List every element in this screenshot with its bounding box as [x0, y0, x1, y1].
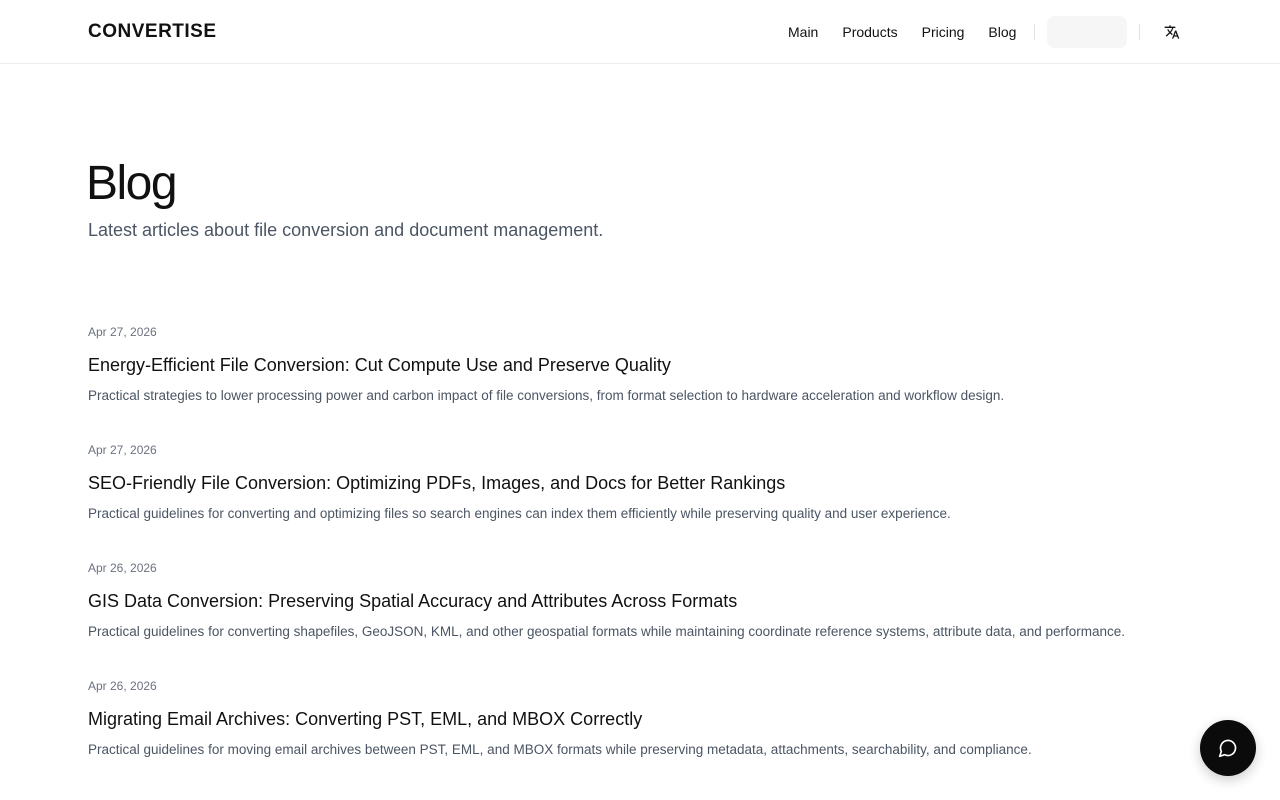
post-excerpt: Practical guidelines for moving email archives between PST, EML, and MBOX formats while preserving metadata, attachments, searchability, and compliance. — [88, 742, 1032, 757]
nav-blog[interactable]: Blog — [988, 23, 1017, 40]
post-date: Apr 27, 2026 — [88, 325, 157, 339]
main-nav — [788, 0, 1016, 63]
post-date: Apr 26, 2026 — [88, 679, 157, 693]
blog-post-item[interactable] — [88, 678, 1198, 759]
nav-products[interactable]: Products — [842, 23, 898, 40]
nav-main[interactable]: Main — [788, 23, 819, 40]
blog-post-item[interactable] — [88, 324, 1198, 405]
post-title-link[interactable]: Migrating Email Archives: Converting PST, EML, and MBOX Correctly — [88, 709, 643, 729]
blog-post-item[interactable] — [88, 560, 1198, 641]
post-title-link[interactable]: SEO-Friendly File Conversion: Optimizing PDFs, Images, and Docs for Better Rankings — [88, 473, 786, 493]
chat-bubble-icon — [1218, 738, 1238, 758]
post-title-link[interactable]: Energy-Efficient File Conversion: Cut Compute Use and Preserve Quality — [88, 355, 671, 375]
post-date: Apr 26, 2026 — [88, 561, 157, 575]
account-button-placeholder[interactable] — [1047, 16, 1127, 48]
post-excerpt: Practical strategies to lower processing power and carbon impact of file conversions, from format selection to hardware acceleration and workflow design. — [88, 388, 1005, 403]
translate-icon — [1164, 24, 1180, 40]
logo[interactable]: CONVERTISE — [88, 21, 217, 42]
nav-pricing[interactable]: Pricing — [921, 23, 965, 40]
site-header — [0, 0, 1280, 64]
chat-button[interactable] — [1200, 720, 1256, 776]
nav-divider — [1034, 24, 1035, 40]
blog-post-item[interactable] — [88, 442, 1198, 523]
language-switcher-button[interactable] — [1160, 20, 1184, 44]
post-excerpt: Practical guidelines for converting and optimizing files so search engines can index them efficiently while preserving quality and user experience. — [88, 506, 951, 521]
page-subtitle: Latest articles about file conversion and document management. — [88, 220, 604, 240]
post-excerpt: Practical guidelines for converting shapefiles, GeoJSON, KML, and other geospatial formats while maintaining coordinate reference systems, attribute data, and performance. — [88, 624, 1126, 639]
post-date: Apr 27, 2026 — [88, 443, 157, 457]
nav-divider — [1139, 24, 1140, 40]
post-title-link[interactable]: GIS Data Conversion: Preserving Spatial Accuracy and Attributes Across Formats — [88, 591, 738, 611]
page-title: Blog — [86, 157, 177, 210]
